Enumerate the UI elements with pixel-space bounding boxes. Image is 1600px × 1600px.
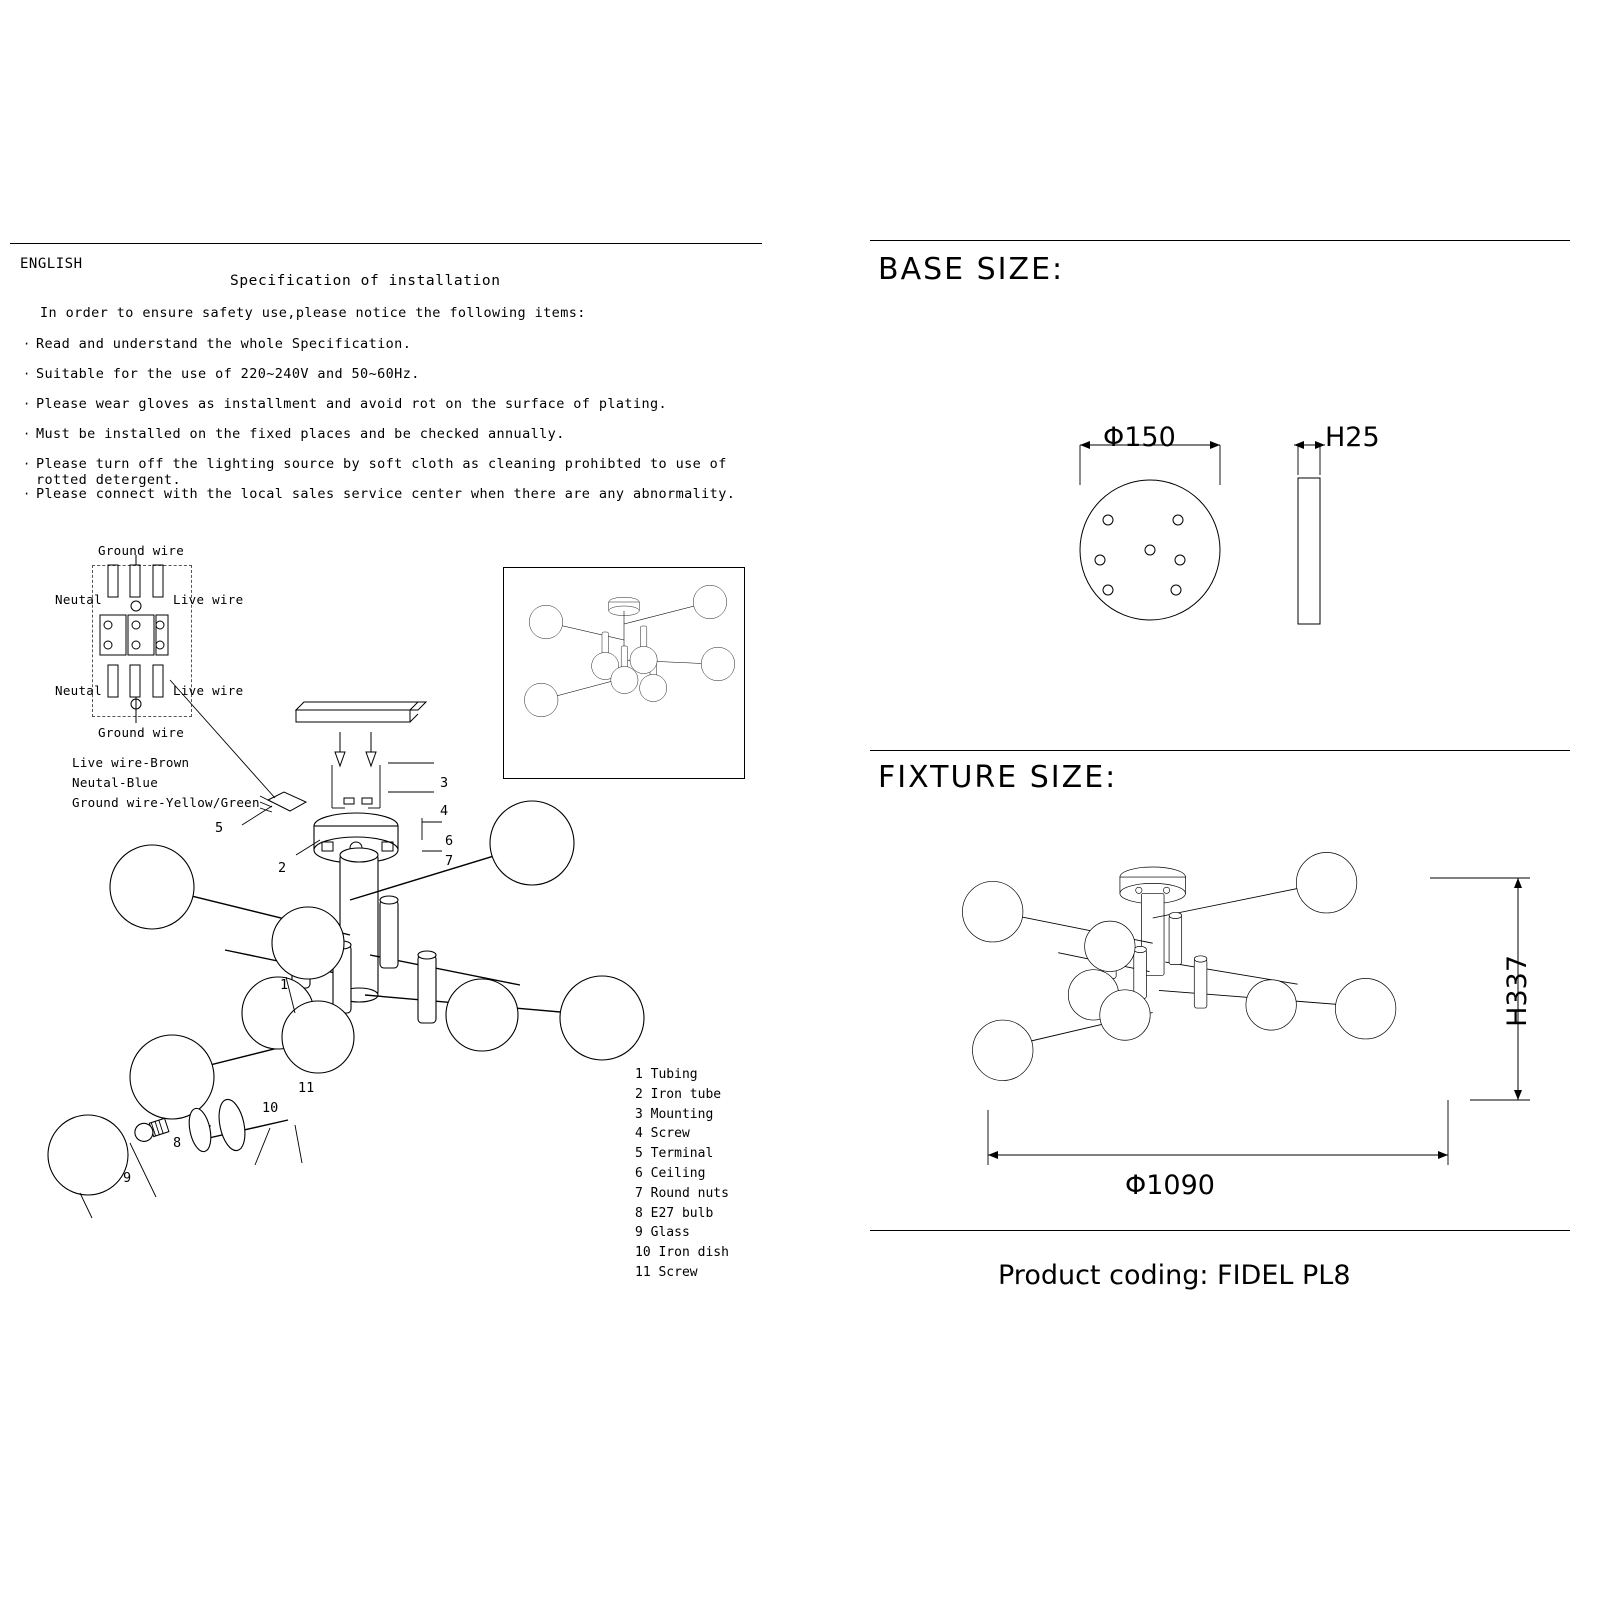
part-name: Glass [650,1225,690,1241]
callout-3: 3 [440,775,449,791]
callout-8: 8 [173,1135,182,1151]
bullet-text: Please wear gloves as installment and avoid rot on the surface of plating. [36,396,668,412]
parts-list-item [635,1085,729,1105]
bullet-dot: · [23,427,31,441]
neutral-bottom-label: Neutal [55,683,102,698]
callout-9: 9 [123,1170,132,1186]
fixture-height-label: H337 [1502,955,1533,1027]
language-label: ENGLISH [20,256,83,272]
live-wire-color-note: Live wire-Brown [72,755,190,770]
part-number: 7 [635,1185,643,1201]
base-size-title: BASE SIZE: [878,252,1065,287]
right-panel [870,230,1570,1330]
part-number: 9 [635,1225,643,1241]
base-height-label: H25 [1325,422,1380,453]
callout-1: 1 [280,977,289,993]
live-wire-top-label: Live wire [173,592,244,607]
parts-list-item [635,1184,729,1204]
part-number: 4 [635,1126,643,1142]
parts-list-item [635,1124,729,1144]
left-panel [10,240,770,1310]
part-number: 1 [635,1067,643,1082]
part-number: 3 [635,1106,643,1122]
parts-list-item [635,1105,729,1125]
part-name: Round nuts [650,1185,729,1201]
live-wire-bottom-label: Live wire [173,683,244,698]
bullet-text: Read and understand the whole Specification. [36,336,412,352]
bullet-dot: · [23,397,31,411]
part-name: E27 bulb [650,1205,714,1221]
part-number: 2 [635,1086,643,1102]
intro-text: In order to ensure safety use,please notice the following items: [40,305,586,321]
part-name: Iron dish [658,1245,729,1261]
neutral-color-note: Neutal-Blue [72,775,159,790]
parts-list-item [635,1144,729,1164]
bullet-text: Suitable for the use of 220~240V and 50~60Hz. [36,366,420,382]
callout-4: 4 [440,803,449,819]
part-number: 6 [635,1165,643,1181]
part-number: 5 [635,1146,643,1162]
base-diameter-label: Φ150 [1103,422,1176,453]
neutral-top-label: Neutal [55,592,102,607]
callout-5: 5 [215,820,224,836]
bullet-text: Must be installed on the fixed places and be checked annually. [36,426,565,442]
bullet-text: Please turn off the lighting source by soft cloth as cleaning prohibted to use of rotted detergent. [36,456,727,488]
part-name: Iron tube [650,1086,722,1102]
part-name: Ceiling [650,1165,706,1181]
ground-wire-bottom-label: Ground wire [98,725,185,740]
fixture-diameter-label: Φ1090 [1125,1170,1215,1201]
callout-6: 6 [445,833,454,849]
parts-list-item [635,1204,729,1224]
part-name: Screw [650,1126,690,1142]
part-number: 10 [635,1245,651,1261]
bullet-dot: · [23,367,31,381]
part-name: Mounting [650,1106,714,1122]
part-name: Tubing [650,1067,698,1082]
bullet-dot: · [23,337,31,351]
ground-wire-top-label: Ground wire [98,543,185,558]
parts-list-item [635,1065,729,1085]
parts-list-item [635,1164,729,1184]
callout-10: 10 [262,1100,279,1116]
parts-list-item [635,1243,729,1263]
ground-color-note: Ground wire-Yellow/Green [72,795,260,810]
parts-list-item [635,1263,729,1283]
spec-title: Specification of installation [230,273,501,289]
fixture-size-title: FIXTURE SIZE: [878,760,1118,795]
product-coding-label: Product coding: FIDEL PL8 [998,1260,1351,1291]
callout-11: 11 [298,1080,315,1096]
parts-list [635,1065,729,1283]
part-name: Terminal [650,1146,714,1162]
callout-2: 2 [278,860,287,876]
callout-7: 7 [445,853,454,869]
bullet-dot: · [23,487,31,501]
part-name: Screw [658,1264,698,1280]
part-number: 8 [635,1205,643,1221]
bullet-dot: · [23,457,31,471]
bullet-text: Please connect with the local sales service center when there are any abnormality. [36,486,736,502]
parts-list-item [635,1223,729,1243]
dimension-drawings-svg [870,230,1570,1330]
part-number: 11 [635,1264,651,1280]
